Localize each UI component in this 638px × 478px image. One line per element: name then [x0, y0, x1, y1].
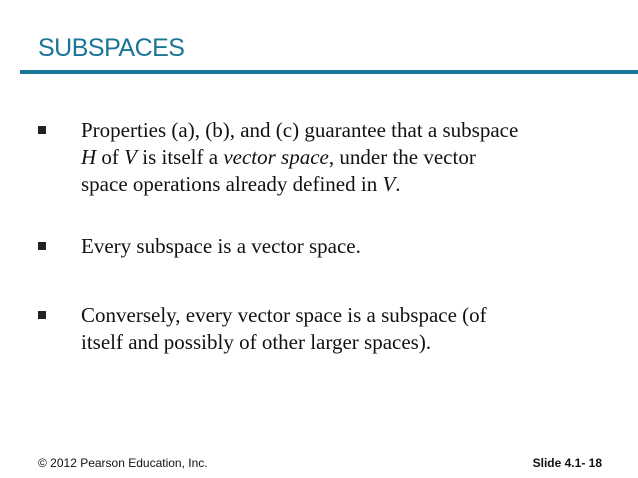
- text-run: of: [96, 145, 125, 169]
- text-run: itself and possibly of other larger spaces).: [81, 330, 432, 354]
- text-run: .: [395, 172, 401, 196]
- text-run: is itself a: [137, 145, 224, 169]
- bullet-line: [81, 233, 616, 260]
- bullet-line: [81, 117, 616, 144]
- bullet-line: [81, 144, 616, 171]
- bullet-line: [81, 302, 616, 329]
- bullet-text: [81, 233, 616, 260]
- bullet-line: [81, 329, 616, 356]
- italic-text: V: [124, 145, 137, 169]
- text-run: Conversely, every vector space is a subspace (of: [81, 303, 487, 327]
- text-run: Every subspace is a vector space.: [81, 234, 361, 258]
- bullet-text: [81, 302, 616, 356]
- italic-text: V: [382, 172, 396, 196]
- slide-title: SUBSPACES: [38, 34, 185, 62]
- text-run: space operations already defined in: [81, 172, 383, 196]
- title-underline: [20, 70, 638, 74]
- copyright-text: © 2012 Pearson Education, Inc.: [38, 456, 208, 470]
- text-run: , under the vector: [328, 145, 476, 169]
- bullet-line: [81, 171, 616, 198]
- text-run: Properties (a), (b), and (c) guarantee that a subspace: [81, 118, 519, 142]
- slide-number: Slide 4.1- 18: [532, 456, 602, 470]
- bullet-text: [81, 117, 616, 198]
- square-bullet-icon: [38, 126, 46, 134]
- italic-text: vector space: [223, 145, 329, 169]
- italic-text: H: [81, 145, 97, 169]
- square-bullet-icon: [38, 311, 46, 319]
- square-bullet-icon: [38, 242, 46, 250]
